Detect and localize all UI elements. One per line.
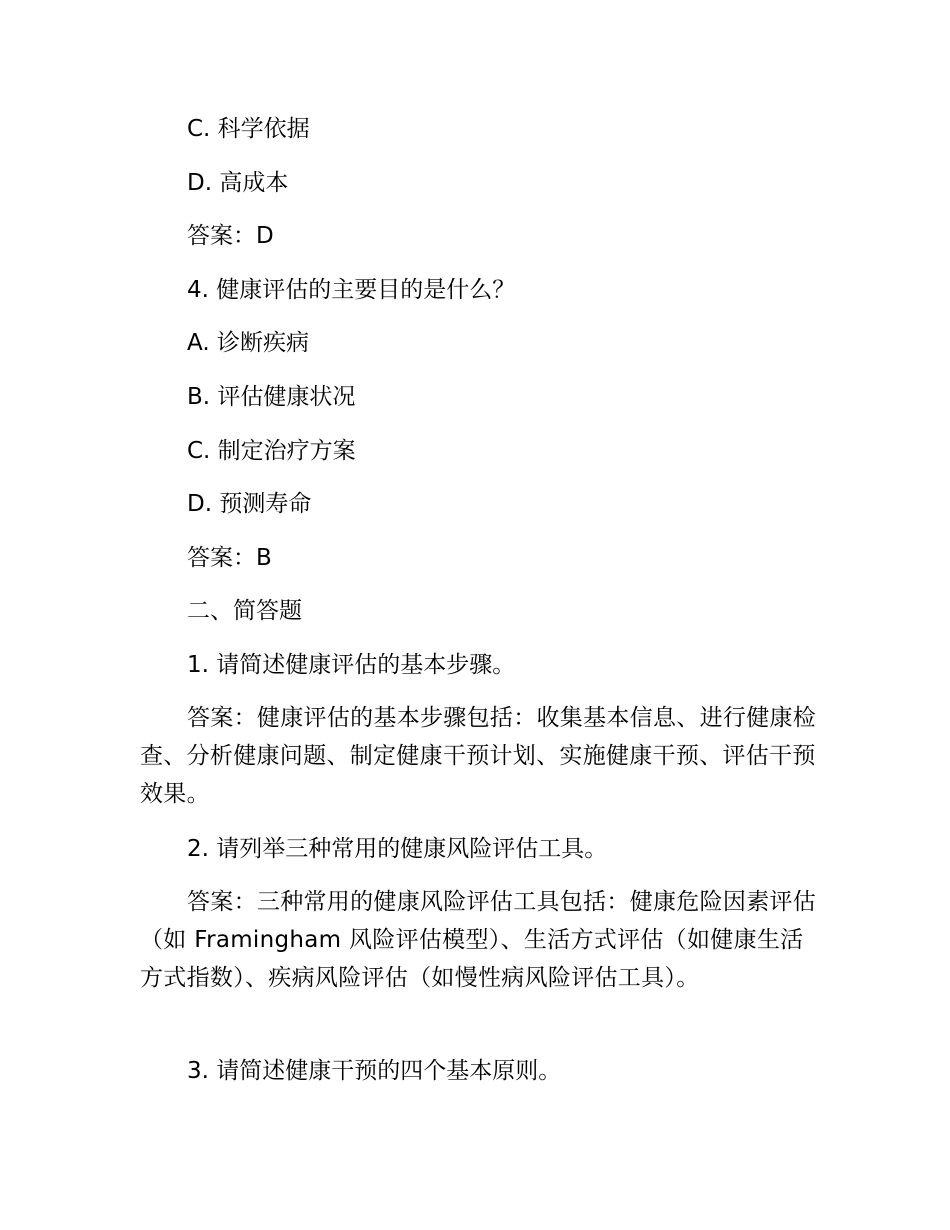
option-b-q4: B. 评估健康状况 (187, 384, 356, 410)
short-answer-2: 答案：三种常用的健康风险评估工具包括：健康危险因素评估（如 Framingham 风险评估模型）、生活方式评估（如健康生活方式指数）、疾病风险评估（如慢性病风险评估工具）。 (140, 889, 817, 991)
section-heading: 二、简答题 (187, 598, 302, 624)
option-c-q3: C. 科学依据 (187, 116, 310, 142)
option-d-q4: D. 预测寿命 (187, 491, 312, 517)
short-question-2: 2. 请列举三种常用的健康风险评估工具。 (187, 836, 608, 862)
option-a-q4: A. 诊断疾病 (187, 330, 309, 356)
short-question-3: 3. 请简述健康干预的四个基本原则。 (187, 1058, 562, 1084)
short-question-1: 1. 请简述健康评估的基本步骤。 (187, 652, 516, 678)
short-answer-1: 答案：健康评估的基本步骤包括：收集基本信息、进行健康检查、分析健康问题、制定健康干预计划、实施健康干预、评估干预效果。 (140, 705, 817, 807)
answer-q4: 答案：B (187, 545, 272, 571)
option-c-q4: C. 制定治疗方案 (187, 438, 356, 464)
option-d-q3: D. 高成本 (187, 170, 289, 196)
question-4: 4. 健康评估的主要目的是什么？ (187, 277, 516, 303)
answer-q3: 答案：D (187, 223, 274, 249)
